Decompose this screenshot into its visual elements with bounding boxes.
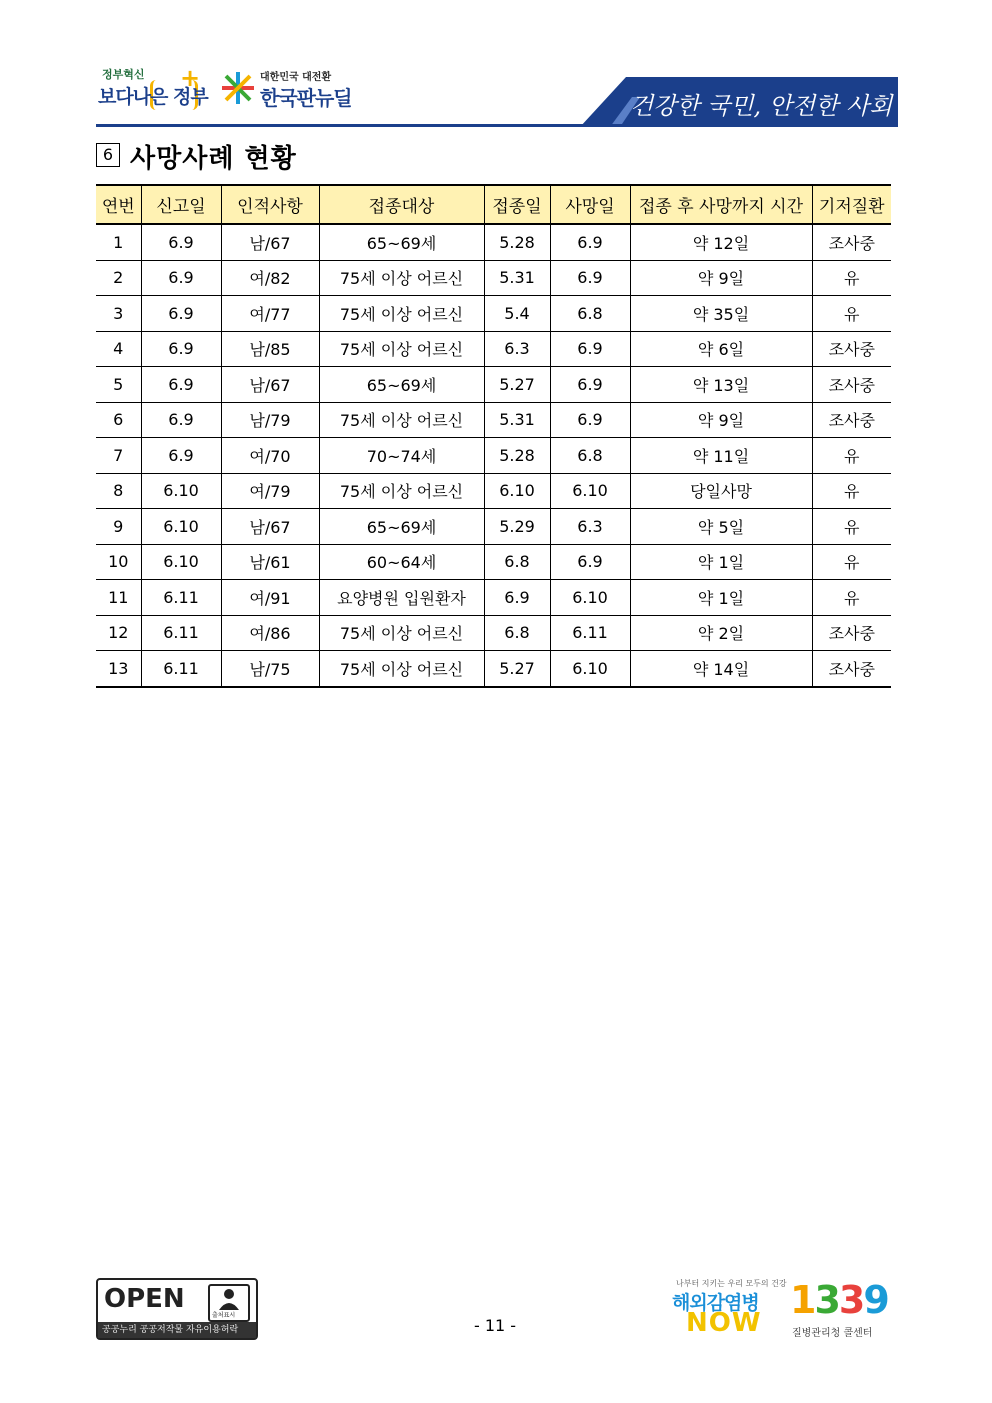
table-cell: 당일사망 bbox=[630, 473, 812, 509]
table-cell: 70~74세 bbox=[319, 438, 484, 474]
plus-icon: + bbox=[180, 64, 201, 92]
table-cell: 5.31 bbox=[484, 260, 550, 296]
table-cell: 6.10 bbox=[550, 473, 630, 509]
table-cell: 약 9일 bbox=[630, 260, 812, 296]
table-cell: 5.27 bbox=[484, 367, 550, 403]
table-cell: 조사중 bbox=[812, 615, 891, 651]
table-row bbox=[96, 651, 891, 687]
table-row bbox=[96, 473, 891, 509]
kogl-open-badge bbox=[96, 1278, 258, 1340]
table-cell: 6.11 bbox=[141, 580, 221, 616]
table-cell: 약 12일 bbox=[630, 224, 812, 260]
table-cell: 조사중 bbox=[812, 224, 891, 260]
call-center-label: 질병관리청 콜센터 bbox=[792, 1328, 873, 1339]
table-cell: 6.10 bbox=[141, 544, 221, 580]
table-row bbox=[96, 367, 891, 403]
table-cell: 6.11 bbox=[141, 615, 221, 651]
column-header: 접종 후 사망까지 시간 bbox=[630, 185, 812, 224]
table-cell: 6.9 bbox=[550, 331, 630, 367]
korean-new-deal-logo bbox=[220, 68, 360, 112]
table-cell: 남/67 bbox=[221, 509, 319, 545]
table-cell: 6.8 bbox=[550, 296, 630, 332]
person-icon bbox=[210, 1286, 248, 1312]
table-cell: 10 bbox=[96, 544, 141, 580]
table-cell: 11 bbox=[96, 580, 141, 616]
now-word: NOW bbox=[686, 1308, 762, 1338]
table-cell: 여/70 bbox=[221, 438, 319, 474]
table-row bbox=[96, 615, 891, 651]
table-cell: 여/86 bbox=[221, 615, 319, 651]
table-cell: 여/77 bbox=[221, 296, 319, 332]
table-body bbox=[96, 224, 891, 687]
table-cell: 남/67 bbox=[221, 367, 319, 403]
table-cell: 여/82 bbox=[221, 260, 319, 296]
table-cell: 남/85 bbox=[221, 331, 319, 367]
table-cell: 유 bbox=[812, 260, 891, 296]
logo2-big-text: 한국판뉴딜 bbox=[260, 86, 352, 110]
table-cell: 남/61 bbox=[221, 544, 319, 580]
table-cell: 9 bbox=[96, 509, 141, 545]
call-digit: 3 bbox=[814, 1278, 839, 1322]
table-row bbox=[96, 580, 891, 616]
table-cell: 약 5일 bbox=[630, 509, 812, 545]
open-word: OPEN bbox=[104, 1284, 185, 1314]
table-cell: 조사중 bbox=[812, 402, 891, 438]
table-cell: 6.10 bbox=[550, 651, 630, 687]
column-header: 신고일 bbox=[141, 185, 221, 224]
call-digit: 1 bbox=[790, 1278, 815, 1322]
table-row bbox=[96, 438, 891, 474]
header-divider bbox=[96, 124, 898, 127]
table-cell: 1 bbox=[96, 224, 141, 260]
table-cell: 75세 이상 어르신 bbox=[319, 651, 484, 687]
logo2-small-text: 대한민국 대전환 bbox=[260, 72, 332, 83]
table-cell: 7 bbox=[96, 438, 141, 474]
table-row bbox=[96, 544, 891, 580]
table-cell: 75세 이상 어르신 bbox=[319, 331, 484, 367]
now-title: 해외감염병 bbox=[672, 1292, 759, 1314]
table-cell: 유 bbox=[812, 509, 891, 545]
table-cell: 6.9 bbox=[141, 224, 221, 260]
new-deal-star-icon bbox=[220, 70, 256, 106]
table-row bbox=[96, 402, 891, 438]
table-cell: 6.9 bbox=[141, 260, 221, 296]
table-cell: 약 1일 bbox=[630, 544, 812, 580]
table-cell: 5.29 bbox=[484, 509, 550, 545]
section-number: 6 bbox=[96, 143, 120, 167]
table-cell: 약 13일 bbox=[630, 367, 812, 403]
call-digits bbox=[790, 1278, 888, 1322]
table-cell: 유 bbox=[812, 473, 891, 509]
table-cell: 6.11 bbox=[550, 615, 630, 651]
table-cell: 6 bbox=[96, 402, 141, 438]
table-cell: 13 bbox=[96, 651, 141, 687]
table-row bbox=[96, 509, 891, 545]
column-header: 사망일 bbox=[550, 185, 630, 224]
table-cell: 6.9 bbox=[550, 402, 630, 438]
table-cell: 6.9 bbox=[141, 367, 221, 403]
table-cell: 5.28 bbox=[484, 224, 550, 260]
now-tagline: 나부터 지키는 우리 모두의 건강 bbox=[676, 1279, 787, 1288]
logo1-small-text: 정부혁신 bbox=[102, 68, 145, 81]
attribution-label: 출처표시 bbox=[212, 1312, 236, 1319]
table-cell: 남/67 bbox=[221, 224, 319, 260]
page-number: - 11 - bbox=[473, 1316, 517, 1335]
table-cell: 조사중 bbox=[812, 367, 891, 403]
table-cell: 65~69세 bbox=[319, 224, 484, 260]
table-cell: 6.8 bbox=[484, 615, 550, 651]
table-cell: 5.4 bbox=[484, 296, 550, 332]
table-cell: 65~69세 bbox=[319, 367, 484, 403]
death-cases-table bbox=[96, 184, 891, 688]
call-center-1339-logo bbox=[788, 1278, 898, 1340]
call-digit: 9 bbox=[863, 1278, 888, 1322]
table-cell: 75세 이상 어르신 bbox=[319, 260, 484, 296]
column-header: 접종일 bbox=[484, 185, 550, 224]
table-cell: 6.10 bbox=[141, 473, 221, 509]
table-cell: 6.9 bbox=[141, 331, 221, 367]
table-cell: 조사중 bbox=[812, 651, 891, 687]
table-cell: 6.3 bbox=[484, 331, 550, 367]
table-cell: 6.9 bbox=[141, 296, 221, 332]
table-cell: 6.8 bbox=[550, 438, 630, 474]
table-cell: 유 bbox=[812, 438, 891, 474]
table-cell: 여/91 bbox=[221, 580, 319, 616]
table-cell: 약 9일 bbox=[630, 402, 812, 438]
table-cell: 5 bbox=[96, 367, 141, 403]
table-cell: 약 1일 bbox=[630, 580, 812, 616]
table-cell: 6.9 bbox=[550, 544, 630, 580]
table-cell: 약 11일 bbox=[630, 438, 812, 474]
table-cell: 6.9 bbox=[141, 438, 221, 474]
table-cell: 6.9 bbox=[141, 402, 221, 438]
table-cell: 6.9 bbox=[550, 260, 630, 296]
table-cell: 75세 이상 어르신 bbox=[319, 615, 484, 651]
table-cell: 75세 이상 어르신 bbox=[319, 473, 484, 509]
table-cell: 5.28 bbox=[484, 438, 550, 474]
table-cell: 6.9 bbox=[550, 224, 630, 260]
table-cell: 약 6일 bbox=[630, 331, 812, 367]
table-cell: 6.9 bbox=[550, 367, 630, 403]
table-cell: 남/75 bbox=[221, 651, 319, 687]
table-cell: 유 bbox=[812, 296, 891, 332]
table-cell: 60~64세 bbox=[319, 544, 484, 580]
table-cell: 65~69세 bbox=[319, 509, 484, 545]
overseas-infection-now-logo bbox=[670, 1278, 787, 1338]
logo1-big-text: 보다나은 정부 bbox=[98, 86, 208, 108]
table-cell: 약 2일 bbox=[630, 615, 812, 651]
table-cell: 6.10 bbox=[141, 509, 221, 545]
column-header: 접종대상 bbox=[319, 185, 484, 224]
table-cell: 여/79 bbox=[221, 473, 319, 509]
table-cell: 3 bbox=[96, 296, 141, 332]
table-row bbox=[96, 224, 891, 260]
table-cell: 조사중 bbox=[812, 331, 891, 367]
table-cell: 6.10 bbox=[550, 580, 630, 616]
table-cell: 약 35일 bbox=[630, 296, 812, 332]
column-header: 기저질환 bbox=[812, 185, 891, 224]
table-row bbox=[96, 260, 891, 296]
table-cell: 12 bbox=[96, 615, 141, 651]
call-digit: 3 bbox=[838, 1278, 864, 1322]
kogl-bar: 공공누리 공공저작물 자유이용허락 bbox=[98, 1322, 256, 1338]
attribution-person-icon bbox=[208, 1284, 250, 1322]
table-cell: 75세 이상 어르신 bbox=[319, 296, 484, 332]
table-cell: 요양병원 입원환자 bbox=[319, 580, 484, 616]
table-row bbox=[96, 331, 891, 367]
table-cell: 4 bbox=[96, 331, 141, 367]
table-cell: 75세 이상 어르신 bbox=[319, 402, 484, 438]
table-cell: 유 bbox=[812, 580, 891, 616]
table-cell: 5.31 bbox=[484, 402, 550, 438]
column-header: 연번 bbox=[96, 185, 141, 224]
table-cell: 8 bbox=[96, 473, 141, 509]
gov-innovation-logo bbox=[98, 66, 208, 112]
table-cell: 남/79 bbox=[221, 402, 319, 438]
table-cell: 유 bbox=[812, 544, 891, 580]
column-header: 인적사항 bbox=[221, 185, 319, 224]
table-cell: 6.9 bbox=[484, 580, 550, 616]
table-cell: 2 bbox=[96, 260, 141, 296]
table-header-row bbox=[96, 185, 891, 224]
section-title: 사망사례 현황 bbox=[130, 144, 297, 174]
table-cell: 6.8 bbox=[484, 544, 550, 580]
table-cell: 6.11 bbox=[141, 651, 221, 687]
table-cell: 6.3 bbox=[550, 509, 630, 545]
table-cell: 5.27 bbox=[484, 651, 550, 687]
table-row bbox=[96, 296, 891, 332]
slogan-text: 건강한 국민, 안전한 사회 bbox=[630, 92, 893, 120]
table-cell: 약 14일 bbox=[630, 651, 812, 687]
table-cell: 6.10 bbox=[484, 473, 550, 509]
